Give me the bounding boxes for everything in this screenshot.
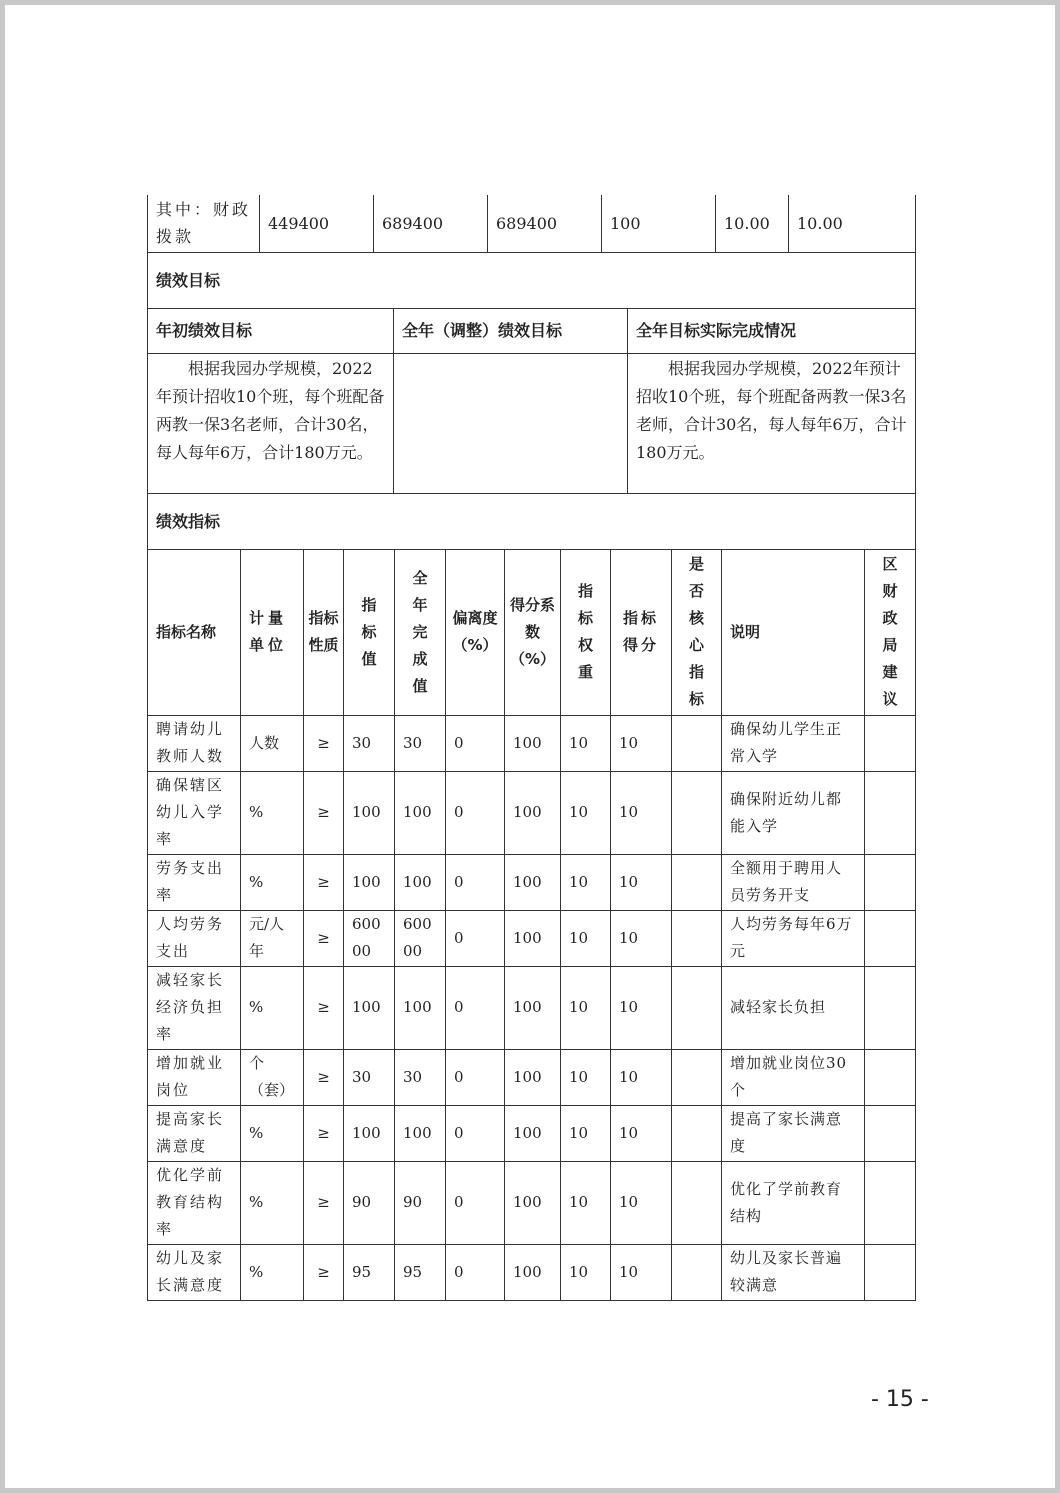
cell-name: 确保辖区幼儿入学率 <box>148 771 241 854</box>
cell-coef: 100 <box>505 1244 561 1300</box>
header-indicator-name: 指标名称 <box>148 549 241 715</box>
cell-name: 减轻家长经济负担率 <box>148 966 241 1049</box>
cell-nature: ≥ <box>304 1049 344 1105</box>
cell-advice <box>865 1105 916 1161</box>
cell-unit: % <box>241 771 304 854</box>
cell-deviation: 0 <box>446 910 505 966</box>
cell-advice <box>865 966 916 1049</box>
cell-coef: 100 <box>505 1161 561 1244</box>
goal-adjusted-text <box>394 353 628 493</box>
cell-core <box>672 1105 722 1161</box>
header-advice: 区财政局建议 <box>865 549 916 715</box>
cell-note: 确保附近幼儿都能入学 <box>722 771 865 854</box>
cell-note: 确保幼儿学生正常入学 <box>722 715 865 771</box>
cell-deviation: 0 <box>446 1049 505 1105</box>
header-unit: 计量单位 <box>241 549 304 715</box>
cell-score: 10 <box>611 715 672 771</box>
cell-target: 100 <box>344 771 395 854</box>
funding-value: 449400 <box>260 195 374 252</box>
cell-advice <box>865 910 916 966</box>
cell-name: 幼儿及家长满意度 <box>148 1244 241 1300</box>
cell-deviation: 0 <box>446 1244 505 1300</box>
cell-advice <box>865 1244 916 1300</box>
funding-value: 689400 <box>488 195 602 252</box>
goals-header-initial: 年初绩效目标 <box>148 308 394 353</box>
cell-nature: ≥ <box>304 910 344 966</box>
cell-note: 提高了家长满意度 <box>722 1105 865 1161</box>
cell-core <box>672 1161 722 1244</box>
cell-core <box>672 1244 722 1300</box>
cell-score: 10 <box>611 1161 672 1244</box>
cell-note: 全额用于聘用人员劳务开支 <box>722 854 865 910</box>
table-row <box>148 1105 916 1161</box>
cell-actual: 95 <box>395 1244 446 1300</box>
header-core: 是否核心指标 <box>672 549 722 715</box>
table-row <box>148 1161 916 1244</box>
cell-advice <box>865 1049 916 1105</box>
cell-name: 优化学前教育结构率 <box>148 1161 241 1244</box>
cell-deviation: 0 <box>446 771 505 854</box>
funding-row <box>148 195 916 252</box>
table-row <box>148 854 916 910</box>
cell-nature: ≥ <box>304 715 344 771</box>
cell-deviation: 0 <box>446 715 505 771</box>
cell-core <box>672 966 722 1049</box>
cell-coef: 100 <box>505 1105 561 1161</box>
cell-weight: 10 <box>561 854 611 910</box>
cell-score: 10 <box>611 910 672 966</box>
cell-nature: ≥ <box>304 1105 344 1161</box>
cell-core <box>672 854 722 910</box>
cell-weight: 10 <box>561 715 611 771</box>
cell-advice <box>865 715 916 771</box>
cell-weight: 10 <box>561 910 611 966</box>
header-nature: 指标性质 <box>304 549 344 715</box>
funding-label: 其中：财政拨款 <box>148 195 260 252</box>
cell-advice <box>865 771 916 854</box>
cell-target: 90 <box>344 1161 395 1244</box>
cell-core <box>672 715 722 771</box>
document-page <box>5 5 1055 1488</box>
cell-coef: 100 <box>505 910 561 966</box>
goals-table <box>147 252 916 550</box>
cell-target: 100 <box>344 854 395 910</box>
cell-score: 10 <box>611 771 672 854</box>
table-row <box>148 910 916 966</box>
indicators-header-row <box>148 549 916 715</box>
cell-core <box>672 1049 722 1105</box>
goal-actual-text: 根据我园办学规模，2022年预计招收10个班，每个班配备两教一保3名老师，合计30名，每人每年6万，合计180万元。 <box>628 353 916 493</box>
cell-weight: 10 <box>561 1049 611 1105</box>
cell-deviation: 0 <box>446 966 505 1049</box>
cell-unit: 人数 <box>241 715 304 771</box>
cell-coef: 100 <box>505 1049 561 1105</box>
cell-actual: 100 <box>395 1105 446 1161</box>
cell-weight: 10 <box>561 966 611 1049</box>
cell-target: 30 <box>344 1049 395 1105</box>
cell-score: 10 <box>611 1105 672 1161</box>
cell-nature: ≥ <box>304 1244 344 1300</box>
cell-nature: ≥ <box>304 854 344 910</box>
funding-value: 689400 <box>374 195 488 252</box>
cell-name: 提高家长满意度 <box>148 1105 241 1161</box>
cell-target: 95 <box>344 1244 395 1300</box>
funding-value: 10.00 <box>716 195 789 252</box>
cell-nature: ≥ <box>304 771 344 854</box>
table-row <box>148 771 916 854</box>
cell-note: 增加就业岗位30个 <box>722 1049 865 1105</box>
cell-coef: 100 <box>505 715 561 771</box>
header-actual: 全年完成值 <box>395 549 446 715</box>
cell-coef: 100 <box>505 854 561 910</box>
cell-nature: ≥ <box>304 966 344 1049</box>
cell-note: 幼儿及家长普遍较满意 <box>722 1244 865 1300</box>
table-row <box>148 966 916 1049</box>
cell-name: 劳务支出率 <box>148 854 241 910</box>
cell-target: 30 <box>344 715 395 771</box>
indicators-section-title: 绩效指标 <box>148 493 916 549</box>
cell-note: 人均劳务每年6万元 <box>722 910 865 966</box>
funding-value: 10.00 <box>789 195 916 252</box>
cell-unit: % <box>241 1161 304 1244</box>
header-deviation: 偏离度（%） <box>446 549 505 715</box>
cell-actual: 90 <box>395 1161 446 1244</box>
cell-coef: 100 <box>505 966 561 1049</box>
table-row <box>148 715 916 771</box>
cell-nature: ≥ <box>304 1161 344 1244</box>
header-weight: 指标权重 <box>561 549 611 715</box>
cell-note: 减轻家长负担 <box>722 966 865 1049</box>
table-row <box>148 1049 916 1105</box>
cell-unit: 个（套） <box>241 1049 304 1105</box>
cell-weight: 10 <box>561 771 611 854</box>
page-number: - 15 - <box>871 1387 929 1412</box>
indicators-table <box>147 549 916 1301</box>
cell-weight: 10 <box>561 1161 611 1244</box>
cell-unit: % <box>241 1244 304 1300</box>
cell-target: 100 <box>344 1105 395 1161</box>
funding-value: 100 <box>602 195 716 252</box>
cell-deviation: 0 <box>446 1105 505 1161</box>
cell-core <box>672 771 722 854</box>
header-score: 指标得分 <box>611 549 672 715</box>
goal-initial-text: 根据我园办学规模，2022年预计招收10个班，每个班配备两教一保3名老师，合计30名，每人每年6万，合计180万元。 <box>148 353 394 493</box>
cell-actual: 100 <box>395 966 446 1049</box>
cell-coef: 100 <box>505 771 561 854</box>
cell-unit: % <box>241 966 304 1049</box>
cell-advice <box>865 854 916 910</box>
cell-actual: 100 <box>395 854 446 910</box>
cell-score: 10 <box>611 854 672 910</box>
cell-actual: 100 <box>395 771 446 854</box>
cell-name: 聘请幼儿教师人数 <box>148 715 241 771</box>
header-coefficient: 得分系数（%） <box>505 549 561 715</box>
cell-target: 60000 <box>344 910 395 966</box>
cell-note: 优化了学前教育结构 <box>722 1161 865 1244</box>
goals-header-adjusted: 全年（调整）绩效目标 <box>394 308 628 353</box>
table-row <box>148 1244 916 1300</box>
indicators-body <box>148 715 916 1300</box>
goals-section-title: 绩效目标 <box>148 252 916 308</box>
cell-core <box>672 910 722 966</box>
cell-advice <box>865 1161 916 1244</box>
cell-weight: 10 <box>561 1244 611 1300</box>
cell-score: 10 <box>611 966 672 1049</box>
header-note: 说明 <box>722 549 865 715</box>
cell-actual: 30 <box>395 1049 446 1105</box>
goals-header-actual: 全年目标实际完成情况 <box>628 308 916 353</box>
cell-deviation: 0 <box>446 1161 505 1244</box>
header-target: 指标值 <box>344 549 395 715</box>
cell-score: 10 <box>611 1244 672 1300</box>
performance-table-sheet <box>147 195 915 1301</box>
cell-deviation: 0 <box>446 854 505 910</box>
cell-actual: 60000 <box>395 910 446 966</box>
cell-weight: 10 <box>561 1105 611 1161</box>
cell-name: 人均劳务支出 <box>148 910 241 966</box>
cell-actual: 30 <box>395 715 446 771</box>
cell-target: 100 <box>344 966 395 1049</box>
cell-unit: % <box>241 854 304 910</box>
cell-unit: % <box>241 1105 304 1161</box>
cell-unit: 元/人年 <box>241 910 304 966</box>
funding-table <box>147 195 916 253</box>
cell-name: 增加就业岗位 <box>148 1049 241 1105</box>
cell-score: 10 <box>611 1049 672 1105</box>
